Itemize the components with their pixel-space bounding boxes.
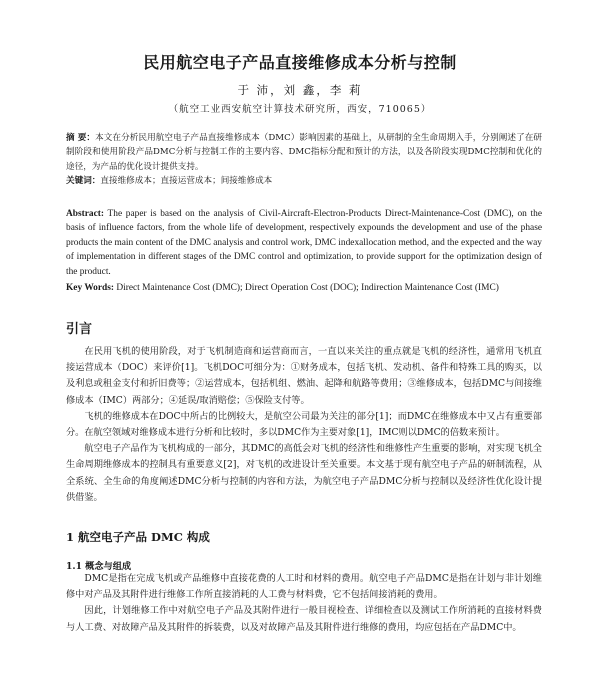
abstract-en-label: Abstract: (66, 209, 105, 219)
abstract-cn (66, 131, 542, 174)
intro-paragraph-3: 航空电子产品作为飞机构成的一部分，其DMC的高低会对飞机的经济性和维修性产生重要的影响，对实现飞机全生命周期维修成本的控制具有重要意义[2]，对飞机的改进设计至关重要。本文基于现有航空电子产品的研制流程，从全系统、全生命的角度阐述DMC分析与控制的内容和方法，为航空电子产品DMC分析与控制以及经济性优化设计提供借鉴。 (66, 443, 542, 503)
section-1-1-body (66, 571, 542, 636)
keywords-cn-label: 关键词： (66, 176, 101, 187)
abstract-cn-label: 摘 要： (66, 133, 96, 143)
keywords-cn-text: 直接维修成本；直接运营成本；间接维修成本 (100, 176, 273, 187)
intro-paragraph-1: 在民用飞机的使用阶段，对于飞机制造商和运营商而言，一直以来关注的重点就是飞机的经济性，通常用飞机直接运营成本（DOC）来评价[1]。飞机DOC可细分为：①财务成本，包括飞机、发动机、备件和特殊工具的购买，以及利息或租金支付和折旧费等；②运营成本，包括机组、燃油、起降和航路等费用；③维修成本，包括DMC与间接维修成本（IMC）两部分；④延误/取消赔偿；⑤保险支付等。 (66, 346, 542, 406)
abstract-en (66, 207, 542, 279)
abstract-cn-block (66, 131, 542, 189)
abstract-cn-text: 本文在分析民用航空电子产品直接维修成本（DMC）影响因素的基础上，从研制的全生命周期入手，分别阐述了在研制阶段和使用阶段产品DMC分析与控制工作的主要内容、DMC指标分配和预计的方法，以及各阶段实现DMC控制和优化的途径，为产品的优化设计提供支持。 (66, 133, 542, 172)
keywords-en-text: Direct Maintenance Cost (DMC); Direct Operation Cost (DOC); Indirection Maintenance Cost (IMC) (116, 283, 499, 293)
intro-paragraph-2: 飞机的维修成本在DOC中所占的比例较大，是航空公司最为关注的部分[1]；而DMC在维修成本中又占有重要部分。在航空领域对维修成本进行分析和比较时，多以DMC作为主要对象[1]，IMC则以DMC的倍数来预计。 (66, 410, 542, 439)
paper-authors: 于 沛，刘 鑫，李 莉 (237, 83, 363, 97)
section-1-1-heading: 1.1 概念与组成 (66, 561, 132, 572)
intro-body (66, 344, 542, 506)
abstract-en-text: The paper is based on the analysis of Civil-Aircraft-Electron-Products Direct-Maintenance-Cost (DMC), on the basis of influence factors, from the whole life of development, respectively expounds the development and use of the phase products the main content of the DMC analysis and control work, DMC indexallocation method, and the expected and the way of implementation in different stages of the DMC control and optimization, to provide support for the optimization design of the product. (66, 209, 542, 277)
section-1-1-paragraph-2: 因此，计划维修工作中对航空电子产品及其附件进行一般目视检查、详细检查以及测试工作所消耗的直接材料费与人工费、对故障产品及其附件的拆装费，以及对故障产品及其附件进行维修的费用，均应包括在产品DMC中。 (66, 605, 542, 633)
intro-heading: 引言 (66, 322, 93, 337)
keywords-en (66, 281, 542, 295)
section-1-1-paragraph-1: DMC是指在完成飞机或产品维修中直接花费的人工时和材料的费用。航空电子产品DMC是指在计划与非计划维修中对产品及其附件进行维修工作所直接消耗的人工费与材料费，它不包括间接消耗的费用。 (66, 573, 542, 601)
keywords-en-label: Key Words: (66, 283, 115, 293)
section-1-heading: 1 航空电子产品 DMC 构成 (66, 530, 210, 544)
keywords-cn (66, 174, 542, 188)
paper-title: 民用航空电子产品直接维修成本分析与控制 (143, 53, 457, 72)
paper-affiliation: （航空工业西安航空计算技术研究所，西安，710065） (168, 104, 432, 115)
